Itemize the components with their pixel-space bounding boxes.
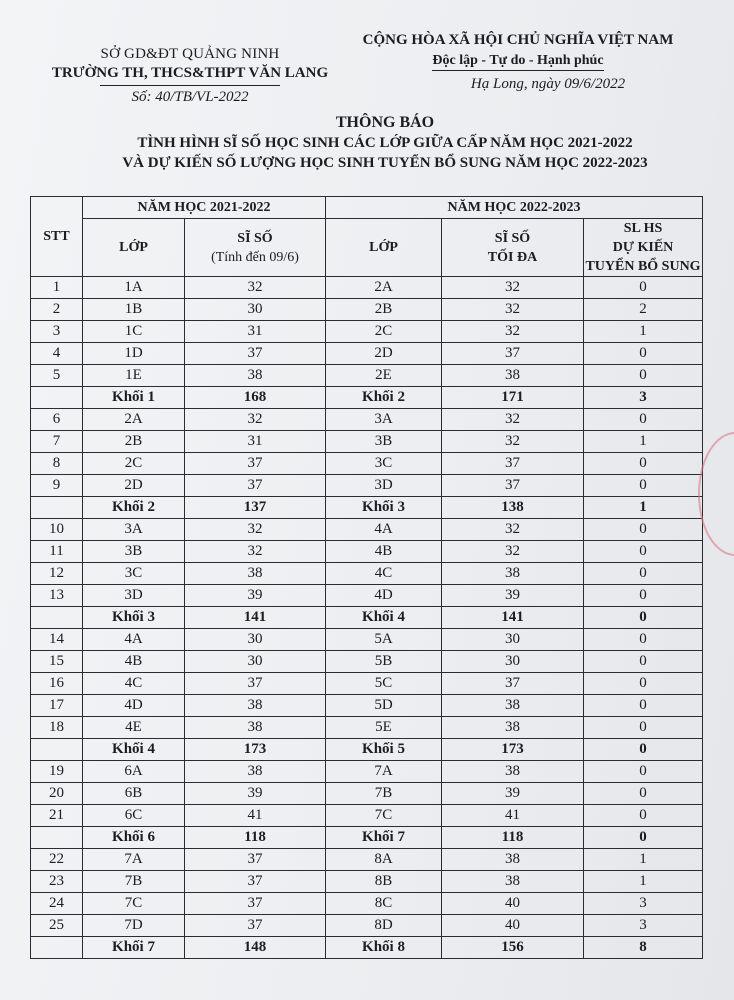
stt-cell: 22	[31, 849, 83, 871]
additional-cell: 0	[584, 673, 703, 695]
stt-cell: 16	[31, 673, 83, 695]
max-2022-cell: 32	[442, 277, 584, 299]
class-2021-cell: 3B	[83, 541, 185, 563]
table-row	[31, 651, 703, 673]
count-2021-cell: 37	[185, 673, 326, 695]
table-row	[31, 343, 703, 365]
max-2022-cell: 38	[442, 761, 584, 783]
count-2021-cell: 30	[185, 299, 326, 321]
max-2022-cell: 171	[442, 387, 584, 409]
max-2022-cell: 37	[442, 673, 584, 695]
max-2022-cell: 38	[442, 695, 584, 717]
count-2021-cell: 41	[185, 805, 326, 827]
stt-cell	[31, 937, 83, 959]
additional-cell: 0	[584, 343, 703, 365]
class-2022-cell: 8C	[326, 893, 442, 915]
max-2022-cell: 32	[442, 321, 584, 343]
class-2022-cell: Khối 5	[326, 739, 442, 761]
max-2022-cell: 156	[442, 937, 584, 959]
count-2021-cell: 30	[185, 629, 326, 651]
class-2021-cell: 2A	[83, 409, 185, 431]
class-2021-cell: 4E	[83, 717, 185, 739]
country-name: CỘNG HÒA XÃ HỘI CHỦ NGHĨA VIỆT NAM	[362, 32, 674, 48]
table-row	[31, 695, 703, 717]
class-2022-cell: 7B	[326, 783, 442, 805]
additional-cell: 0	[584, 277, 703, 299]
count-2021-cell: 173	[185, 739, 326, 761]
count-2021-cell: 37	[185, 893, 326, 915]
additional-cell: 1	[584, 849, 703, 871]
class-2022-cell: 5B	[326, 651, 442, 673]
count-2021-header	[185, 219, 326, 277]
max-2022-cell: 40	[442, 893, 584, 915]
class-2021-cell: 4C	[83, 673, 185, 695]
class-2022-cell: 4B	[326, 541, 442, 563]
class-2022-cell: 3C	[326, 453, 442, 475]
stt-cell: 15	[31, 651, 83, 673]
class-2022-cell: 3A	[326, 409, 442, 431]
max-2022-cell: 32	[442, 519, 584, 541]
class-2021-cell: 1A	[83, 277, 185, 299]
max-2022-cell: 38	[442, 563, 584, 585]
stt-cell: 25	[31, 915, 83, 937]
stt-cell: 9	[31, 475, 83, 497]
issuer-block	[30, 46, 350, 106]
additional-cell: 3	[584, 893, 703, 915]
class-2021-cell: Khối 4	[83, 739, 185, 761]
stt-cell: 21	[31, 805, 83, 827]
class-2022-cell: Khối 3	[326, 497, 442, 519]
count-2021-cell: 37	[185, 871, 326, 893]
table-row	[31, 585, 703, 607]
count-2021-cell: 37	[185, 915, 326, 937]
count-2021-cell: 137	[185, 497, 326, 519]
max-2022-cell: 118	[442, 827, 584, 849]
max-2022-cell: 38	[442, 871, 584, 893]
subtotal-row	[31, 387, 703, 409]
class-2022-cell: 8B	[326, 871, 442, 893]
max-2022-cell: 40	[442, 915, 584, 937]
additional-cell: 3	[584, 387, 703, 409]
table-row	[31, 871, 703, 893]
stt-cell: 8	[31, 453, 83, 475]
table-row	[31, 563, 703, 585]
additional-cell: 0	[584, 629, 703, 651]
max-2022-cell: 39	[442, 585, 584, 607]
class-2021-cell: 4A	[83, 629, 185, 651]
max-2022-cell: 32	[442, 409, 584, 431]
national-heading	[340, 32, 696, 93]
table-row	[31, 475, 703, 497]
additional-header	[584, 219, 703, 277]
count-2021-cell: 32	[185, 541, 326, 563]
max-2022-cell: 37	[442, 453, 584, 475]
class-2021-cell: 7C	[83, 893, 185, 915]
class-2021-cell: 7A	[83, 849, 185, 871]
stt-cell: 17	[31, 695, 83, 717]
additional-cell: 0	[584, 607, 703, 629]
stt-cell: 24	[31, 893, 83, 915]
class-2022-cell: 8D	[326, 915, 442, 937]
additional-label-line-2: DỰ KIẾN	[612, 240, 674, 255]
subtotal-row	[31, 739, 703, 761]
table-row	[31, 629, 703, 651]
stt-cell: 19	[31, 761, 83, 783]
class-2022-header: LỚP	[326, 219, 442, 277]
stt-cell: 12	[31, 563, 83, 585]
additional-cell: 0	[584, 695, 703, 717]
count-2021-cell: 168	[185, 387, 326, 409]
count-2021-cell: 32	[185, 409, 326, 431]
max-2022-cell: 38	[442, 365, 584, 387]
count-2021-cell: 148	[185, 937, 326, 959]
max-2022-cell: 138	[442, 497, 584, 519]
count-2021-cell: 38	[185, 563, 326, 585]
subtotal-row	[31, 827, 703, 849]
table-row	[31, 519, 703, 541]
class-2022-cell: 4D	[326, 585, 442, 607]
max-2022-header	[442, 219, 584, 277]
count-2021-cell: 37	[185, 475, 326, 497]
class-2021-cell: 1C	[83, 321, 185, 343]
count-2021-cell: 32	[185, 519, 326, 541]
class-2021-cell: 6A	[83, 761, 185, 783]
table-row	[31, 431, 703, 453]
class-2021-cell: 4D	[83, 695, 185, 717]
class-2022-cell: 5E	[326, 717, 442, 739]
additional-label-line-1: SL HS	[623, 221, 663, 236]
year-2021-header: NĂM HỌC 2021-2022	[83, 197, 326, 219]
table-row	[31, 849, 703, 871]
class-2021-cell: 3A	[83, 519, 185, 541]
table-row	[31, 365, 703, 387]
max-2022-cell: 32	[442, 299, 584, 321]
stt-cell: 11	[31, 541, 83, 563]
table-row	[31, 783, 703, 805]
class-2022-cell: 8A	[326, 849, 442, 871]
class-2022-cell: 5D	[326, 695, 442, 717]
year-2022-header: NĂM HỌC 2022-2023	[326, 197, 703, 219]
max-2022-cell: 37	[442, 343, 584, 365]
additional-cell: 0	[584, 585, 703, 607]
additional-cell: 0	[584, 717, 703, 739]
class-2022-cell: 2E	[326, 365, 442, 387]
title-line-3: VÀ DỰ KIẾN SỐ LƯỢNG HỌC SINH TUYỂN BỔ SUNG NĂM HỌC 2022-2023	[122, 155, 648, 171]
stt-cell	[31, 497, 83, 519]
table-body	[31, 277, 703, 959]
national-motto: Độc lập - Tự do - Hạnh phúc	[432, 53, 603, 71]
class-2021-cell: Khối 1	[83, 387, 185, 409]
table-row	[31, 915, 703, 937]
stt-header: STT	[31, 197, 83, 277]
class-2022-cell: 5C	[326, 673, 442, 695]
subtotal-row	[31, 937, 703, 959]
class-2021-cell: 4B	[83, 651, 185, 673]
class-2021-cell: 3C	[83, 563, 185, 585]
additional-cell: 0	[584, 783, 703, 805]
stt-cell	[31, 827, 83, 849]
max-label-line-2: TỐI ĐA	[487, 249, 538, 265]
class-2021-cell: 1B	[83, 299, 185, 321]
table-row	[31, 409, 703, 431]
max-2022-cell: 41	[442, 805, 584, 827]
additional-cell: 8	[584, 937, 703, 959]
table-row	[31, 717, 703, 739]
document-date: Hạ Long, ngày 09/6/2022	[470, 76, 626, 92]
max-label-line-1: SĨ SỐ	[494, 230, 531, 246]
stt-cell: 13	[31, 585, 83, 607]
class-2021-cell: 1D	[83, 343, 185, 365]
additional-label-line-3: TUYỂN BỔ SUNG	[585, 259, 701, 274]
table-row	[31, 673, 703, 695]
stt-cell: 5	[31, 365, 83, 387]
additional-cell: 0	[584, 453, 703, 475]
red-seal-stamp	[698, 432, 734, 556]
title-line-2: TÌNH HÌNH SĨ SỐ HỌC SINH CÁC LỚP GIỮA CẤP NĂM HỌC 2021-2022	[137, 135, 633, 151]
class-2022-cell: 2C	[326, 321, 442, 343]
class-2021-cell: Khối 2	[83, 497, 185, 519]
max-2022-cell: 37	[442, 475, 584, 497]
table-row	[31, 805, 703, 827]
class-2022-cell: 3D	[326, 475, 442, 497]
count-2021-note: (Tính đến 09/6)	[211, 249, 299, 265]
count-2021-cell: 38	[185, 717, 326, 739]
additional-cell: 0	[584, 805, 703, 827]
additional-cell: 0	[584, 519, 703, 541]
additional-cell: 0	[584, 563, 703, 585]
additional-cell: 0	[584, 761, 703, 783]
count-2021-cell: 39	[185, 585, 326, 607]
stt-cell	[31, 739, 83, 761]
stt-cell	[31, 607, 83, 629]
additional-cell: 2	[584, 299, 703, 321]
table-row	[31, 761, 703, 783]
max-2022-cell: 30	[442, 651, 584, 673]
stt-cell: 23	[31, 871, 83, 893]
table-row	[31, 321, 703, 343]
count-2021-cell: 141	[185, 607, 326, 629]
additional-cell: 1	[584, 431, 703, 453]
count-2021-cell: 39	[185, 783, 326, 805]
count-2021-cell: 31	[185, 431, 326, 453]
max-2022-cell: 32	[442, 541, 584, 563]
class-2021-cell: 6B	[83, 783, 185, 805]
class-2021-cell: 7B	[83, 871, 185, 893]
count-2021-cell: 37	[185, 453, 326, 475]
count-2021-cell: 32	[185, 277, 326, 299]
document-title	[60, 114, 710, 172]
class-2022-cell: 4C	[326, 563, 442, 585]
class-2022-cell: 2A	[326, 277, 442, 299]
class-2021-cell: 2D	[83, 475, 185, 497]
stt-cell: 3	[31, 321, 83, 343]
class-2022-cell: 5A	[326, 629, 442, 651]
stt-cell: 4	[31, 343, 83, 365]
additional-cell: 0	[584, 475, 703, 497]
class-2021-cell: 7D	[83, 915, 185, 937]
count-2021-cell: 31	[185, 321, 326, 343]
class-2021-header: LỚP	[83, 219, 185, 277]
count-2021-cell: 30	[185, 651, 326, 673]
class-2022-cell: Khối 4	[326, 607, 442, 629]
stt-cell	[31, 387, 83, 409]
max-2022-cell: 32	[442, 431, 584, 453]
class-2022-cell: Khối 8	[326, 937, 442, 959]
max-2022-cell: 173	[442, 739, 584, 761]
additional-cell: 0	[584, 651, 703, 673]
class-2022-cell: 2B	[326, 299, 442, 321]
department-name: SỞ GD&ĐT QUẢNG NINH	[100, 46, 280, 62]
class-2022-cell: Khối 2	[326, 387, 442, 409]
header-underline	[100, 85, 280, 86]
class-2022-cell: 7C	[326, 805, 442, 827]
table-row	[31, 893, 703, 915]
stt-cell: 18	[31, 717, 83, 739]
stt-cell: 7	[31, 431, 83, 453]
table-row	[31, 299, 703, 321]
count-2021-cell: 118	[185, 827, 326, 849]
school-name: TRƯỜNG TH, THCS&THPT VĂN LANG	[51, 65, 329, 81]
additional-cell: 0	[584, 541, 703, 563]
stt-cell: 14	[31, 629, 83, 651]
additional-cell: 1	[584, 497, 703, 519]
count-2021-cell: 37	[185, 849, 326, 871]
class-2021-cell: 2B	[83, 431, 185, 453]
title-line-1: THÔNG BÁO	[335, 114, 435, 131]
enrollment-table	[30, 196, 703, 959]
class-2022-cell: 2D	[326, 343, 442, 365]
additional-cell: 0	[584, 365, 703, 387]
additional-cell: 0	[584, 827, 703, 849]
count-2021-cell: 37	[185, 343, 326, 365]
table-row	[31, 277, 703, 299]
class-2022-cell: Khối 7	[326, 827, 442, 849]
stt-cell: 1	[31, 277, 83, 299]
count-2021-cell: 38	[185, 761, 326, 783]
subtotal-row	[31, 497, 703, 519]
stt-cell: 2	[31, 299, 83, 321]
class-2021-cell: Khối 7	[83, 937, 185, 959]
max-2022-cell: 30	[442, 629, 584, 651]
additional-cell: 0	[584, 409, 703, 431]
class-2021-cell: 2C	[83, 453, 185, 475]
max-2022-cell: 39	[442, 783, 584, 805]
additional-cell: 3	[584, 915, 703, 937]
count-2021-label: SĨ SỐ	[237, 230, 273, 246]
class-2021-cell: Khối 6	[83, 827, 185, 849]
stt-cell: 6	[31, 409, 83, 431]
count-2021-cell: 38	[185, 695, 326, 717]
max-2022-cell: 38	[442, 849, 584, 871]
class-2022-cell: 4A	[326, 519, 442, 541]
count-2021-cell: 38	[185, 365, 326, 387]
document-number: Số: 40/TB/VL-2022	[131, 89, 249, 105]
table-row	[31, 453, 703, 475]
additional-cell: 0	[584, 739, 703, 761]
class-2021-cell: 6C	[83, 805, 185, 827]
max-2022-cell: 141	[442, 607, 584, 629]
additional-cell: 1	[584, 871, 703, 893]
stt-cell: 10	[31, 519, 83, 541]
class-2021-cell: 3D	[83, 585, 185, 607]
max-2022-cell: 38	[442, 717, 584, 739]
stt-cell: 20	[31, 783, 83, 805]
table-row	[31, 541, 703, 563]
class-2021-cell: Khối 3	[83, 607, 185, 629]
additional-cell: 1	[584, 321, 703, 343]
class-2022-cell: 7A	[326, 761, 442, 783]
class-2021-cell: 1E	[83, 365, 185, 387]
subtotal-row	[31, 607, 703, 629]
class-2022-cell: 3B	[326, 431, 442, 453]
